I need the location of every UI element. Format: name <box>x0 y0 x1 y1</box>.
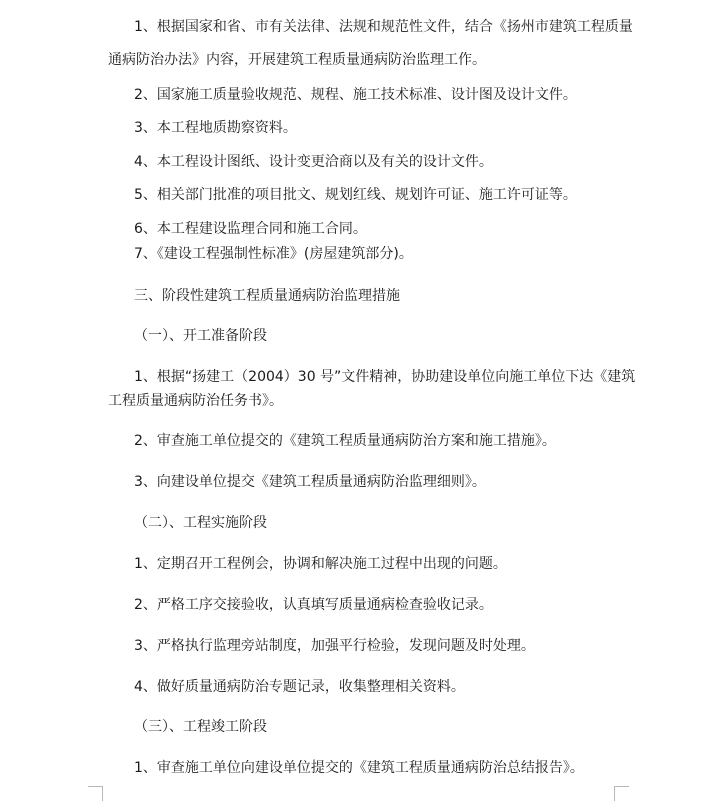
paragraph-line: 5、相关部门批准的项目批文、规划红线、规划许可证、施工许可证等。 <box>134 187 577 203</box>
paragraph-line: 2、严格工序交接验收，认真填写质量通病检查验收记录。 <box>134 597 493 613</box>
page-margin-marker <box>88 786 103 801</box>
paragraph-line: 1、根据国家和省、市有关法律、法规和规范性文件，结合《扬州市建筑工程质量 <box>134 19 633 35</box>
paragraph-line: 1、审查施工单位向建设单位提交的《建筑工程质量通病防治总结报告》。 <box>134 760 584 776</box>
paragraph-line: 通病防治办法》内容，开展建筑工程质量通病防治监理工作。 <box>108 52 486 68</box>
paragraph-line: 3、严格执行监理旁站制度，加强平行检验，发现问题及时处理。 <box>134 638 535 654</box>
paragraph-line: 6、本工程建设监理合同和施工合同。 <box>134 221 367 237</box>
paragraph-line: 7、《建设工程强制性标准》(房屋建筑部分)。 <box>134 246 413 262</box>
paragraph-line: 3、向建设单位提交《建筑工程质量通病防治监理细则》。 <box>134 474 486 490</box>
paragraph-line: 3、本工程地质勘察资料。 <box>134 120 297 136</box>
paragraph-line: 2、审查施工单位提交的《建筑工程质量通病防治方案和施工措施》。 <box>134 433 556 449</box>
paragraph-line: 1、定期召开工程例会，协调和解决施工过程中出现的问题。 <box>134 556 507 572</box>
section-heading: 三、阶段性建筑工程质量通病防治监理措施 <box>134 288 400 304</box>
paragraph-line: 4、做好质量通病防治专题记录，收集整理相关资料。 <box>134 679 465 695</box>
paragraph-line: 工程质量通病防治任务书》。 <box>108 393 283 409</box>
subsection-heading: （三）、工程竣工阶段 <box>134 719 267 735</box>
subsection-heading: （一）、开工准备阶段 <box>134 328 267 344</box>
page-margin-marker <box>614 786 629 801</box>
paragraph-line: 4、本工程设计图纸、设计变更洽商以及有关的设计文件。 <box>134 154 493 170</box>
paragraph-line: 1、根据“扬建工（2004）30 号”文件精神，协助建设单位向施工单位下达《建筑 <box>134 369 636 385</box>
paragraph-line: 2、国家施工质量验收规范、规程、施工技术标准、设计图及设计文件。 <box>134 87 577 103</box>
subsection-heading: （二）、工程实施阶段 <box>134 515 267 531</box>
